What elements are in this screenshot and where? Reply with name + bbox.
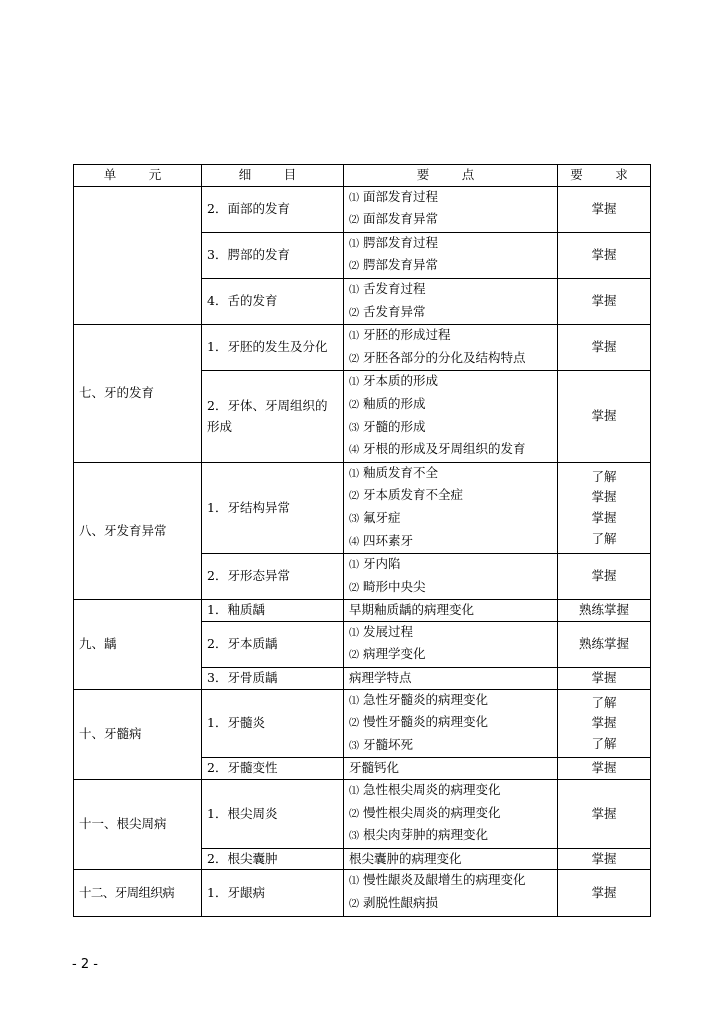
point-item: ⑵ 慢性根尖周炎的病理变化 (349, 804, 501, 820)
point-item: ⑶ 氟牙症 (349, 509, 401, 525)
requirement-cell: 掌握 (558, 848, 651, 870)
requirement-cell: 掌握 (558, 758, 651, 780)
points-cell: 牙髓钙化 (344, 758, 558, 780)
point-item: ⑵ 剥脱性龈病损 (349, 895, 439, 910)
point-item: ⑵ 牙本质发育不全症 (349, 487, 464, 503)
point-item: ⑴ 舌发育过程 (349, 280, 426, 296)
points-cell (344, 232, 558, 278)
detail-cell: 2．牙本质龋 (202, 621, 344, 667)
requirement-cell: 掌握 (558, 780, 651, 849)
header-requirement: 要 求 (558, 165, 651, 187)
table-row (74, 870, 651, 916)
unit-cell-continued (74, 186, 202, 325)
points-cell (344, 325, 558, 371)
requirement-cell: 掌握 (558, 554, 651, 600)
requirement-cell: 掌握 (558, 668, 651, 690)
points-cell (344, 780, 558, 849)
requirement-cell: 掌握 (558, 186, 651, 232)
point-item: ⑵ 釉质的形成 (349, 395, 426, 411)
requirement-cell: 掌握 (558, 870, 651, 916)
detail-cell: 3．腭部的发育 (202, 232, 344, 278)
requirement-cell: 掌握 (558, 371, 651, 462)
point-item: ⑵ 慢性牙髓炎的病理变化 (349, 714, 489, 730)
point-item: ⑴ 牙本质的形成 (349, 373, 439, 389)
unit-cell: 十、牙髓病 (74, 689, 202, 779)
points-cell (344, 186, 558, 232)
table-row (74, 600, 651, 622)
point-item: ⑴ 牙胚的形成过程 (349, 327, 451, 343)
point-item: ⑴ 慢性龈炎及龈增生的病理变化 (349, 872, 526, 888)
unit-cell: 七、牙的发育 (74, 325, 202, 463)
table-row (74, 780, 651, 849)
detail-cell: 2．牙髓变性 (202, 758, 344, 780)
point-item: ⑶ 根尖肉芽肿的病理变化 (349, 827, 489, 843)
detail-cell: 2．根尖囊肿 (202, 848, 344, 870)
point-item: ⑴ 面部发育过程 (349, 188, 439, 204)
detail-cell: 1．牙龈病 (202, 870, 344, 916)
point-item: ⑵ 畸形中央尖 (349, 578, 426, 594)
detail-cell: 1．釉质龋 (202, 600, 344, 622)
point-item: ⑵ 病理学变化 (349, 646, 426, 662)
point-item: ⑴ 发展过程 (349, 623, 414, 639)
requirement-cell: 熟练掌握 (558, 600, 651, 622)
header-unit: 单 元 (74, 165, 202, 187)
points-cell: 病理学特点 (344, 668, 558, 690)
point-item: ⑴ 急性根尖周炎的病理变化 (349, 782, 501, 798)
points-cell (344, 554, 558, 600)
point-item: ⑷ 四环素牙 (349, 532, 414, 548)
detail-cell: 1．根尖周炎 (202, 780, 344, 849)
detail-cell: 2．面部的发育 (202, 186, 344, 232)
requirement-cell: 掌握 (558, 325, 651, 371)
table-row (74, 462, 651, 553)
requirement-cell: 掌握 (558, 232, 651, 278)
requirement-cell: 了解 掌握 掌握 了解 (558, 462, 651, 553)
unit-cell: 十一、根尖周病 (74, 780, 202, 870)
detail-cell: 3．牙骨质龋 (202, 668, 344, 690)
detail-cell: 1．牙髓炎 (202, 689, 344, 758)
point-item: ⑵ 腭部发育异常 (349, 257, 439, 273)
unit-cell: 八、牙发育异常 (74, 462, 202, 600)
page-number: - 2 - (72, 957, 98, 972)
points-cell (344, 689, 558, 758)
points-cell: 早期釉质龋的病理变化 (344, 600, 558, 622)
points-cell (344, 462, 558, 553)
detail-cell: 2．牙形态异常 (202, 554, 344, 600)
detail-cell: 2．牙体、牙周组织的形成 (202, 371, 344, 462)
requirement-cell: 了解 掌握 了解 (558, 689, 651, 758)
header-points: 要 点 (344, 165, 558, 187)
point-item: ⑴ 釉质发育不全 (349, 464, 439, 480)
unit-cell: 九、龋 (74, 600, 202, 689)
detail-cell: 1．牙结构异常 (202, 462, 344, 553)
points-cell (344, 621, 558, 667)
point-item: ⑶ 牙髓坏死 (349, 736, 414, 752)
point-item: ⑷ 牙根的形成及牙周组织的发育 (349, 441, 526, 457)
requirement-cell: 熟练掌握 (558, 621, 651, 667)
table-row (74, 689, 651, 758)
table-row (74, 325, 651, 371)
point-item: ⑵ 舌发育异常 (349, 303, 426, 319)
syllabus-table (73, 164, 651, 917)
points-cell (344, 278, 558, 324)
point-item: ⑴ 腭部发育过程 (349, 234, 439, 250)
detail-cell: 4．舌的发育 (202, 278, 344, 324)
table-header-row (74, 165, 651, 187)
table-row (74, 186, 651, 232)
point-item: ⑴ 急性牙髓炎的病理变化 (349, 691, 489, 707)
points-cell: 根尖囊肿的病理变化 (344, 848, 558, 870)
point-item: ⑵ 牙胚各部分的分化及结构特点 (349, 349, 526, 365)
header-detail: 细 目 (202, 165, 344, 187)
points-cell (344, 371, 558, 462)
detail-cell: 1．牙胚的发生及分化 (202, 325, 344, 371)
point-item: ⑵ 面部发育异常 (349, 211, 439, 227)
points-cell (344, 870, 558, 916)
point-item: ⑶ 牙髓的形成 (349, 418, 426, 434)
point-item: ⑴ 牙内陷 (349, 556, 401, 572)
unit-cell: 十二、牙周组织病 (74, 870, 202, 916)
requirement-cell: 掌握 (558, 278, 651, 324)
